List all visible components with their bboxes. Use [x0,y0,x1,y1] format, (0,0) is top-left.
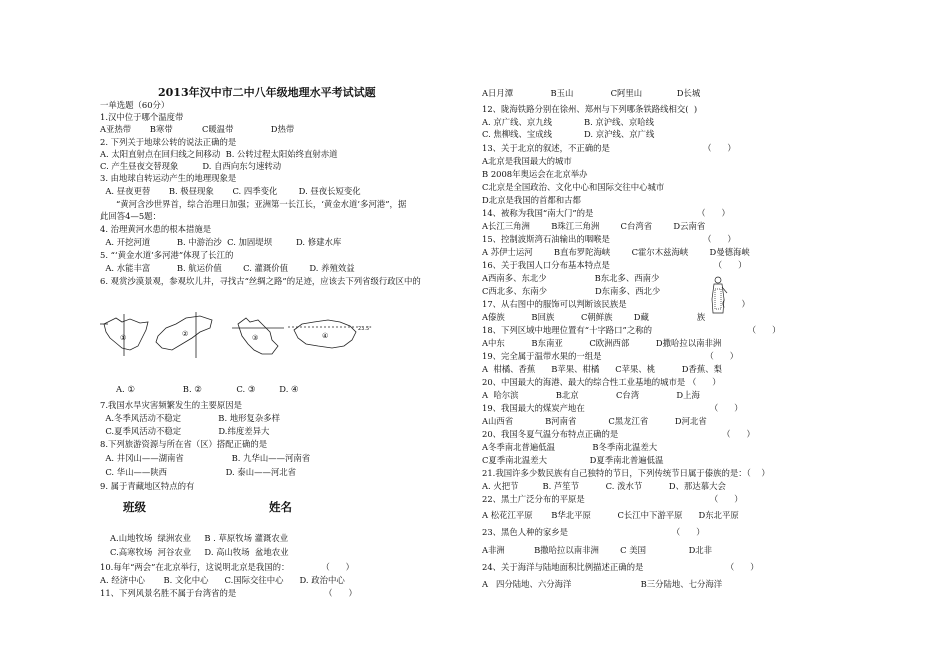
right-line: 18、下列区域中地理位置有“十字路口”之称的 （ ） [482,325,781,335]
left-line: 4. 治理黄河水患的根本措施是 [100,224,212,234]
right-line: A西南多、东北少 B东北多、西南少 [482,273,660,283]
right-line: A傣族 B回族 C朝鲜族 D藏 族 [482,312,706,322]
left-line: 8.下列旅游资源与所在省（区）搭配正确的是 [100,439,268,449]
ethnic-costume-figure [708,275,728,315]
map-label-1: ① [120,334,127,342]
map-label-3: ③ [252,334,259,342]
figure-robe [712,284,724,313]
right-line: 15、控制波斯湾石油输出的咽喉是 （ ） [482,234,736,244]
right-line: 16、关于我国人口分布基本特点是 （ ） [482,260,747,270]
left-line: 一单选题（60分） [100,100,170,110]
right-line: 24、关于海洋与陆地面积比例描述正确的是 （ ） [482,562,759,572]
right-line: 20、中国最大的海港、最大的综合性工业基地的城市是 （ ） [482,377,721,387]
left-line: A. 井冈山——湖南省 B. 九华山——河南省 [100,453,311,463]
left-line: 6. 观赏沙漠景观，参观坎儿井，寻找古“丝绸之路”的足迹，应该去下列省级行政区中的 [100,276,421,286]
left-line: C. 产生昼夜交替现象 D. 自西向东匀速转动 [100,161,282,171]
right-line: 13、关于北京的叙述，不正确的是 （ ） [482,143,736,153]
name-label: 姓名 [269,500,292,514]
right-line: 22、黑土广泛分布的平原是 （ ） [482,494,743,504]
map-tropic-label: 23.5° [358,326,372,332]
page-title: 2013年汉中市二中八年级地理水平考试试题 [158,86,376,99]
figure-apron [715,289,721,309]
right-line: 12、陇海铁路分别在徐州、郑州与下列哪条铁路线相交( ) [482,104,698,114]
figure-head [715,277,721,283]
right-line: A中东 B东南亚 C欧洲西部 D撒哈拉以南非洲 [482,338,722,348]
right-line: A长江三角洲 B珠江三角洲 C台湾省 D云南省 [482,221,706,231]
left-line: A.山地牧场 绿洲农业 B . 草原牧场 灌溉农业 [110,533,289,543]
right-line: 19、我国最大的煤炭产地在 （ ） [482,403,743,413]
right-line: 19、完全属于温带水果的一组是 （ ） [482,351,739,361]
province-maps [100,310,372,360]
left-line: 7.我国水旱灾害频繁发生的主要原因是 [100,400,242,410]
right-line: A 松花江平原 B华北平原 C长江中下游平原 D东北平原 [482,510,739,520]
left-line: “黄河含沙世界首，综合治理日加强；亚洲第一长江长，‘黄金水道’多河港”，据 [100,199,407,209]
left-line: C. 华山——陕西 D. 泰山——河北省 [100,467,296,477]
left-line: A. 昼夜更替 B. 极昼现象 C. 四季变化 D. 昼夜长短变化 [100,186,361,196]
right-line: A. 京广线、京九线 B. 京沪线、京哈线 [482,117,655,127]
right-line: A日月潭 B玉山 C阿里山 D长城 [482,88,701,98]
right-line: 14、被称为我国“南大门”的是 （ ） [482,208,730,218]
right-line: A非洲 B撒哈拉以南非洲 C 美国 D北非 [482,545,713,555]
left-line: 2. 下列关于地球公转的说法正确的是 [100,137,237,147]
right-line: C. 焦柳线、宝成线 D. 京沪线、京广线 [482,129,655,139]
left-line: A. 经济中心 B. 文化中心 C.国际交往中心 D. 政治中心 [100,575,345,585]
left-line: A. 开挖河道 B. 中游治沙 C. 加固堤坝 D. 修建水库 [100,237,342,247]
right-line: A 四分陆地、六分海洋 B三分陆地、七分海洋 [482,579,723,589]
right-line: A冬季南北普遍低温 B冬季南北温差大 [482,442,658,452]
right-line: B 2008年奥运会在北京举办 [482,169,588,179]
right-line: A 苏伊士运河 B直布罗陀海峡 C霍尔木兹海峡 D曼德海峡 [482,247,750,257]
left-line: C.高寒牧场 河谷农业 D. 高山牧场 盆地农业 [110,547,289,557]
left-line: 9. 属于青藏地区特点的有 [100,481,195,491]
right-line: 20、我国冬夏气温分布特点正确的是 （ ） [482,429,755,439]
right-line: C北京是全国政治、文化中心和国际交往中心城市 [482,182,665,192]
right-line: C西北多、东南少 D东南多、西北少 [482,286,661,296]
right-line: 21.我国许多少数民族有自己独特的节日，下列传统节日属于傣族的是：（ ） [482,468,770,478]
left-line: 此回答4—5题： [100,211,161,221]
right-line: A北京是我国最大的城市 [482,156,572,166]
right-line: A. 火把节 B. 芦笙节 C. 泼水节 D、那达慕大会 [482,481,726,491]
left-line: A.冬季风活动不稳定 B. 地形复杂多样 [100,413,281,423]
right-line: A 哈尔滨 B北京 C台湾 D上海 [482,390,700,400]
left-line: A. 太阳直射点在回归线之间移动 B. 公转过程太阳始终直射赤道 [100,149,338,159]
map-label-2: ② [182,330,189,338]
left-line: A. ① B. ② C. ③ D. ④ [116,384,299,394]
left-line: 10.每年“两会”在北京举行，这说明北京是我国的： （ ） [100,562,355,572]
left-line: 3. 由地球自转运动产生的地理现象是 [100,173,237,183]
map-label-4: ④ [322,332,329,340]
class-label: 班级 [123,500,146,514]
left-line: 1.汉中位于哪个温度带 [100,112,184,122]
right-line: A 柑橘、香蕉 B苹果、柑橘 C苹果、桃 D香蕉、梨 [482,364,722,374]
right-line: D北京是我国的首都和古都 [482,195,581,205]
right-line: A山西省 B河南省 C黑龙江省 D河北省 [482,416,707,426]
left-line: 11、下列风景名胜不属于台湾省的是 （ ） [100,588,357,598]
left-line: A亚热带 B寒带 C暖温带 D热带 [100,124,295,134]
right-line: 17、从右图中的服饰可以判断该民族是 （ ） [482,299,750,309]
left-line: C.夏季风活动不稳定 D.纬度差异大 [100,426,270,436]
right-line: C夏季南北温差大 D夏季南北普遍低温 [482,455,664,465]
left-line: A. 水能丰富 B. 航运价值 C. 灌溉价值 D. 养殖效益 [100,263,355,273]
left-line: 5. “‘黄金水道’多河港”体现了长江的 [100,250,234,260]
right-line: 23、黑色人种的家乡是 （ ） [482,527,705,537]
